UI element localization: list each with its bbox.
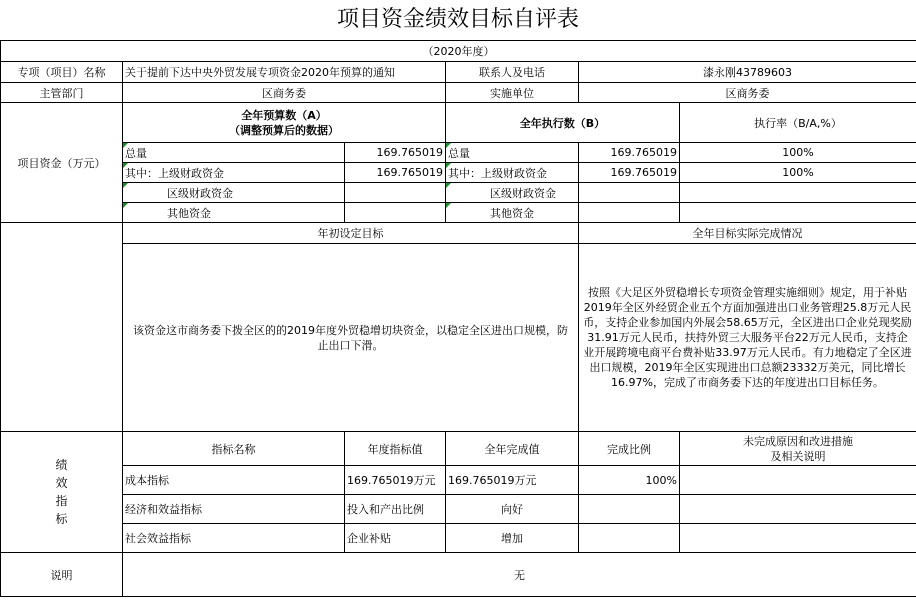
budget-value: 169.765019 [345, 163, 446, 183]
contact-value: 漆永刚43789603 [579, 62, 916, 83]
budget-header-line1: 全年预算数（A） [241, 108, 327, 122]
exec-rate: 100% [680, 163, 916, 183]
impl-unit-value: 区商务委 [579, 83, 916, 103]
indicator-name: 成本指标 [123, 466, 345, 495]
indicators-label [1, 432, 123, 553]
indicator-row [1, 466, 916, 495]
exec-label: 区级财政资金 [446, 183, 579, 203]
dept-label: 主管部门 [1, 83, 123, 103]
indicator-annual: 投入和产出比例 [345, 495, 446, 524]
funds-label: 项目资金（万元） [1, 103, 123, 223]
project-name-label: 专项（项目）名称 [1, 62, 123, 83]
indicator-name: 经济和效益指标 [123, 495, 345, 524]
funds-row [1, 203, 916, 223]
exec-value [579, 183, 680, 203]
indicator-reason [680, 495, 916, 524]
exec-rate: 100% [680, 143, 916, 163]
indicator-annual: 169.765019万元 [345, 466, 446, 495]
indicator-ratio: 100% [579, 466, 680, 495]
form-title: 项目资金绩效目标自评表 [336, 7, 579, 32]
exec-label: 总量 [446, 143, 579, 163]
exec-header: 全年执行数（B） [446, 103, 680, 143]
exec-rate [680, 203, 916, 223]
dept-value: 区商务委 [123, 83, 446, 103]
exec-value [579, 203, 680, 223]
year-label: （2020年度） [1, 41, 916, 62]
indicator-row [1, 495, 916, 524]
actual-goal-header: 全年目标实际完成情况 [579, 223, 916, 244]
contact-label: 联系人及电话 [446, 62, 579, 83]
impl-unit-label: 实施单位 [446, 83, 579, 103]
indicator-annual: 企业补贴 [345, 524, 446, 553]
budget-header [123, 103, 446, 143]
indicator-reason [680, 466, 916, 495]
indicator-name-header: 指标名称 [123, 432, 345, 466]
funds-row [1, 183, 916, 203]
reason-header-line1: 未完成原因和改进措施 [743, 434, 853, 448]
exec-label: 其他资金 [446, 203, 579, 223]
funds-row [1, 163, 916, 183]
self-evaluation-table [0, 40, 916, 597]
indicator-ratio [579, 524, 680, 553]
completed-value-header: 全年完成值 [446, 432, 579, 466]
note-value: 无 [123, 553, 916, 597]
exec-value: 169.765019 [579, 163, 680, 183]
indicator-completed: 169.765019万元 [446, 466, 579, 495]
indicator-name: 社会效益指标 [123, 524, 345, 553]
project-name-value: 关于提前下达中央外贸发展专项资金2020年预算的通知 [123, 62, 446, 83]
actual-goal-text: 按照《大足区外贸稳增长专项资金管理实施细则》规定，用于补贴2019年全区外经贸企业五个方面加强进出口业务管理25.8万元人民币，支持企业参加国内外展会58.65万元，全区进出口企业兑现奖励31.91万元人民币，扶持外贸三大服务平台22万元人民币，支持企业开展跨境电商平台费补贴33.97万元人民币。有力地稳定了全区进出口规模，2019年全区实现进出口总额23332万美元，同比增长16.97%，完成了市商务委下达的年度进出口目标任务。 [579, 244, 916, 432]
initial-goal-text: 该资金这市商务委下拨全区的的2019年度外贸稳增切块资金，以稳定全区进出口规模，防止出口下滑。 [123, 244, 579, 432]
exec-value: 169.765019 [579, 143, 680, 163]
initial-goal-header: 年初设定目标 [123, 223, 579, 244]
indicator-row [1, 524, 916, 553]
ratio-header: 完成比例 [579, 432, 680, 466]
budget-label: 其中：上级财政资金 [123, 163, 345, 183]
reason-header-line2: 及相关说明 [770, 449, 826, 463]
budget-value: 169.765019 [345, 143, 446, 163]
goals-blank [1, 223, 123, 432]
indicator-completed: 向好 [446, 495, 579, 524]
funds-row [1, 143, 916, 163]
budget-label: 其他资金 [123, 203, 345, 223]
indicator-ratio [579, 495, 680, 524]
budget-value [345, 203, 446, 223]
indicator-reason [680, 524, 916, 553]
rate-header: 执行率（B/A,%） [680, 103, 916, 143]
indicator-completed: 增加 [446, 524, 579, 553]
budget-value [345, 183, 446, 203]
budget-label: 区级财政资金 [123, 183, 345, 203]
budget-label: 总量 [123, 143, 345, 163]
note-label: 说明 [1, 553, 123, 597]
exec-rate [680, 183, 916, 203]
exec-label: 其中：上级财政资金 [446, 163, 579, 183]
indicators-label-text: 绩效指标 [55, 457, 68, 526]
annual-value-header: 年度指标值 [345, 432, 446, 466]
reason-header [680, 432, 916, 466]
budget-header-line2: （调整预算后的数据） [229, 123, 339, 137]
